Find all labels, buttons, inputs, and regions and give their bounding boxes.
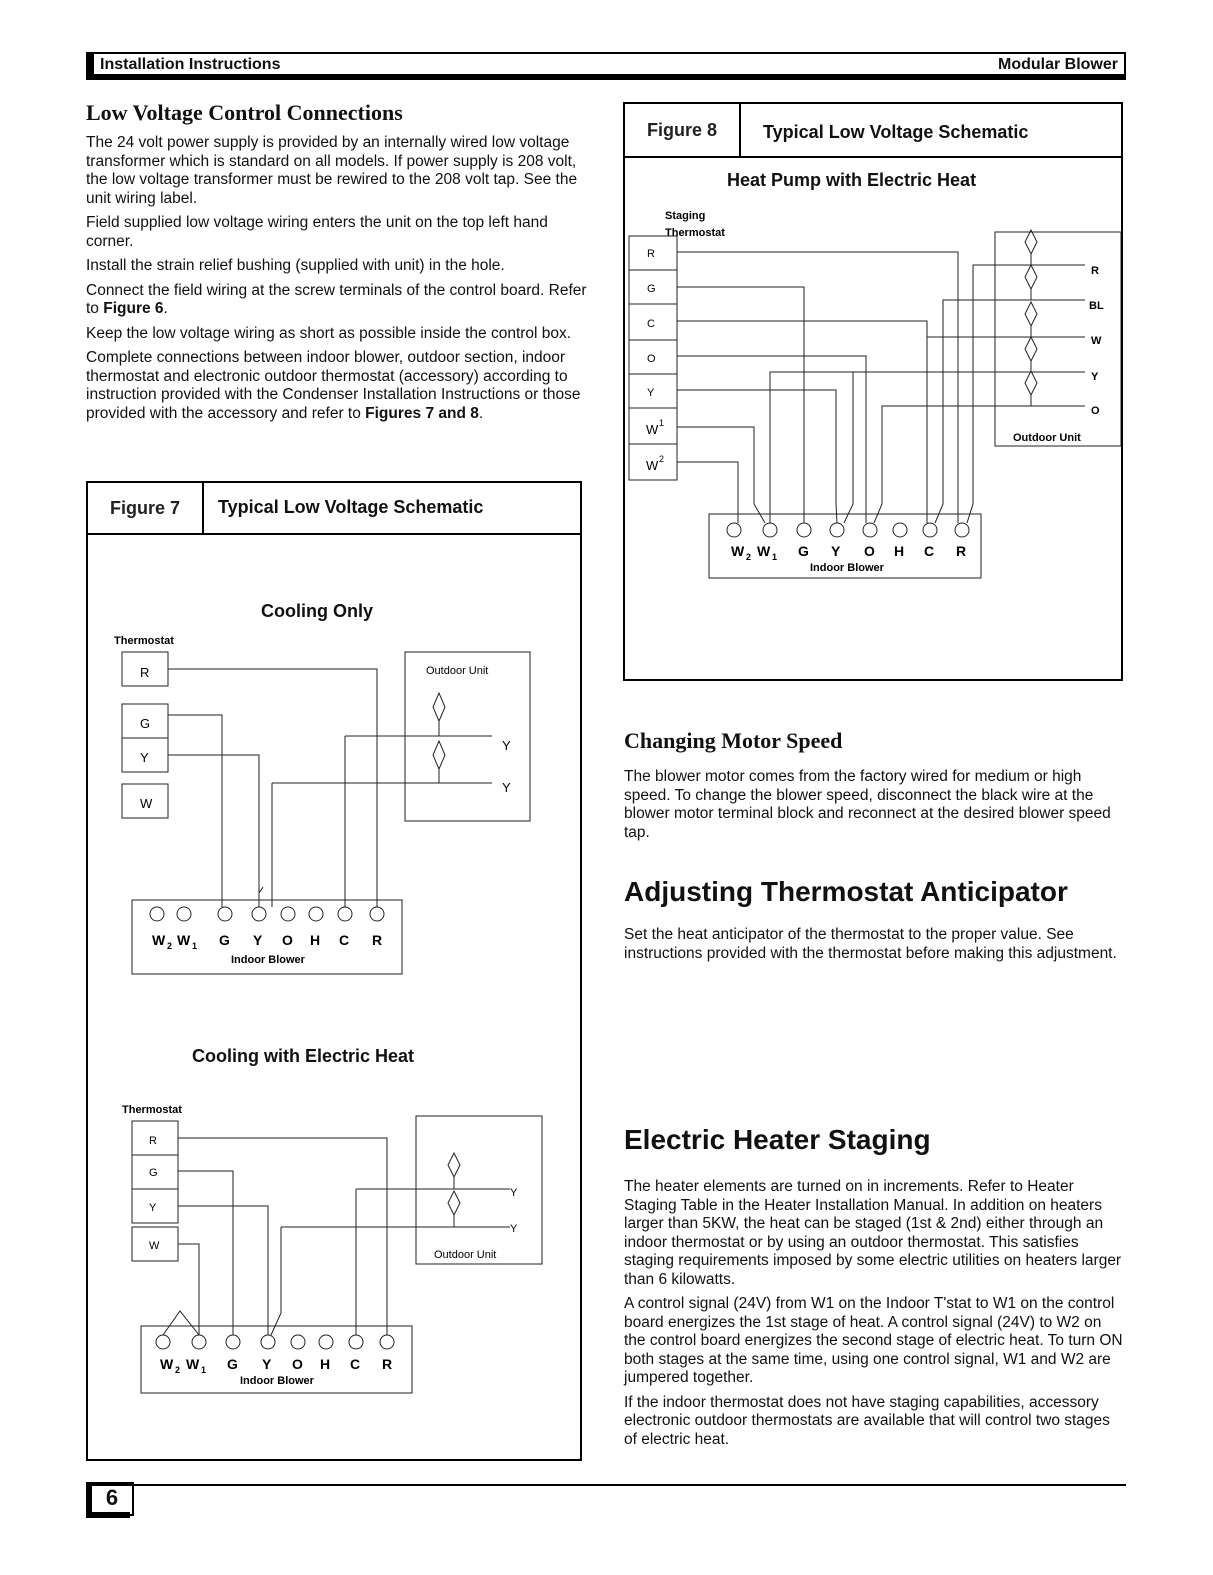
svg-text:G: G xyxy=(647,283,656,295)
f8-tstat-term-labels xyxy=(646,248,664,473)
blower-terminal-labels xyxy=(152,932,382,951)
figures-7-8-ref: Figures 7 and 8 xyxy=(365,404,479,422)
tstat-term-label: W xyxy=(140,796,153,811)
heat-pump-subtitle: Heat Pump with Electric Heat xyxy=(727,170,977,190)
svg-text:W: W xyxy=(1091,335,1102,347)
thermostat-label: Thermostat xyxy=(665,227,725,239)
svg-text:2: 2 xyxy=(746,552,752,562)
svg-text:R: R xyxy=(382,1356,393,1372)
svg-text:W: W xyxy=(160,1356,174,1372)
svg-text:O: O xyxy=(292,1356,303,1372)
anticipator-title: Adjusting Thermostat Anticipator xyxy=(624,876,1068,907)
figure-7-tab: Figure 7 xyxy=(88,483,204,533)
svg-text:R: R xyxy=(1091,265,1099,277)
svg-text:H: H xyxy=(320,1356,331,1372)
tstat-term-label: R xyxy=(140,665,150,680)
svg-text:H: H xyxy=(894,543,905,559)
outdoor-term-label: Y xyxy=(502,780,511,795)
svg-text:W: W xyxy=(646,422,659,437)
svg-text:Y: Y xyxy=(831,543,841,559)
svg-text:C: C xyxy=(924,543,935,559)
outdoor-unit-label: Outdoor Unit xyxy=(426,665,489,677)
svg-text:R: R xyxy=(372,932,383,948)
svg-text:W: W xyxy=(177,932,191,948)
figure-8-diagram xyxy=(625,104,1121,679)
svg-text:Y: Y xyxy=(1091,371,1099,383)
svg-text:1: 1 xyxy=(772,552,778,562)
svg-text:O: O xyxy=(282,932,293,948)
svg-text:1: 1 xyxy=(659,418,665,428)
page-header xyxy=(86,52,1126,76)
lv-paragraph: Install the strain relief bushing (supplied with unit) in the hole. xyxy=(86,257,505,274)
page-number-shadow xyxy=(86,1512,130,1518)
thermostat-label: Thermostat xyxy=(122,1104,182,1116)
low-voltage-section xyxy=(86,100,588,429)
thermostat-label: Thermostat xyxy=(114,635,174,647)
low-voltage-title: Low Voltage Control Connections xyxy=(86,100,403,125)
figure-6-ref: Figure 6 xyxy=(103,300,164,317)
svg-text:O: O xyxy=(864,543,875,559)
svg-text:2: 2 xyxy=(659,454,665,464)
header-rule xyxy=(86,76,1126,80)
svg-text:O: O xyxy=(1091,405,1100,417)
outdoor-unit-label: Outdoor Unit xyxy=(1013,432,1081,444)
lv-paragraph-complete: Complete connections between indoor blower, outdoor section, indoor thermostat and electronic outdoor thermostat (accessory) according to instruction provided with the Condenser Installation Instructions or those provided with the accessory and refer to Figures 7 and 8. xyxy=(86,349,581,422)
footer-rule xyxy=(86,1484,1126,1486)
svg-text:G: G xyxy=(798,543,809,559)
svg-text:2: 2 xyxy=(167,941,173,951)
figure-7-diagram xyxy=(88,483,580,1459)
cooling-electric-subtitle: Cooling with Electric Heat xyxy=(192,1046,415,1066)
tstat-term-label: G xyxy=(149,1167,158,1179)
motor-speed-text: The blower motor comes from the factory wired for medium or high speed. To change the blower speed, disconnect the black wire at the blower motor terminal block and reconnect at the desired blower speed tap. xyxy=(624,768,1111,841)
figure-8 xyxy=(623,102,1123,681)
svg-text:W: W xyxy=(731,543,745,559)
svg-text:Y: Y xyxy=(647,387,655,399)
heater-staging-title: Electric Heater Staging xyxy=(624,1124,931,1155)
tstat-term-label: W xyxy=(149,1240,160,1252)
tstat-term-label: R xyxy=(149,1135,157,1147)
figure-8-tab: Figure 8 xyxy=(625,104,741,156)
figure-7-title: Typical Low Voltage Schematic xyxy=(218,497,484,517)
anticipator-section xyxy=(624,876,1126,969)
svg-text:G: G xyxy=(219,932,230,948)
svg-text:W: W xyxy=(757,543,771,559)
lv-paragraph: The 24 volt power supply is provided by an internally wired low voltage transformer which is standard on all models. If power supply is 208 volt, the low voltage transformer must be rewired to the 208 volt tap. See the unit wiring label. xyxy=(86,134,578,207)
motor-speed-title: Changing Motor Speed xyxy=(624,728,843,753)
lv-paragraph-connect: Connect the field wiring at the screw terminals of the control board. Refer to Figure 6. xyxy=(86,281,587,317)
svg-text:H: H xyxy=(310,932,321,948)
svg-text:W: W xyxy=(152,932,166,948)
svg-text:2: 2 xyxy=(175,1365,181,1375)
header-left: Installation Instructions xyxy=(100,56,281,73)
lv-paragraph: Field supplied low voltage wiring enters the unit on the top left hand corner. xyxy=(86,214,548,250)
svg-text:Y: Y xyxy=(262,1356,272,1372)
f8-outdoor-term-labels xyxy=(1089,265,1104,417)
outdoor-unit-label: Outdoor Unit xyxy=(434,1249,497,1261)
tstat-term-label: Y xyxy=(149,1202,157,1214)
blower-terminal-labels xyxy=(731,543,966,562)
svg-text:G: G xyxy=(227,1356,238,1372)
indoor-blower-label: Indoor Blower xyxy=(810,562,884,574)
outdoor-term-label: Y xyxy=(502,738,511,753)
staging-label: Staging xyxy=(665,210,706,222)
outdoor-term-label: Y xyxy=(510,1187,518,1199)
svg-text:R: R xyxy=(956,543,967,559)
motor-speed-section xyxy=(624,728,1126,848)
svg-text:BL: BL xyxy=(1089,300,1104,312)
cooling-only-subtitle: Cooling Only xyxy=(261,601,373,621)
lv-paragraph: Keep the low voltage wiring as short as possible inside the control box. xyxy=(86,324,572,342)
outdoor-term-label: Y xyxy=(510,1223,518,1235)
svg-text:C: C xyxy=(339,932,350,948)
svg-text:1: 1 xyxy=(192,941,198,951)
tstat-term-label: Y xyxy=(140,750,149,765)
svg-text:C: C xyxy=(350,1356,361,1372)
page-number: 6 xyxy=(86,1482,134,1516)
svg-text:C: C xyxy=(647,318,655,330)
heater-staging-paragraph: The heater elements are turned on in increments. Refer to Heater Staging Table in the Heater Installation Manual. In addition on heaters larger than 5KW, the heat can be staged (1st & 2nd) either through an indoor thermostat or by using an outdoor thermostat. This satisfies staging requirements imposed by some electric utilities on heaters larger than 6 kilowatts. xyxy=(624,1178,1122,1288)
indoor-blower-label: Indoor Blower xyxy=(240,1375,314,1387)
anticipator-text: Set the heat anticipator of the thermostat to the proper value. See instructions provided with the thermostat before making this adjustment. xyxy=(624,926,1117,962)
svg-text:Y: Y xyxy=(253,932,263,948)
svg-text:1: 1 xyxy=(201,1365,207,1375)
svg-text:W: W xyxy=(186,1356,200,1372)
svg-text:W: W xyxy=(646,458,659,473)
indoor-blower-label: Indoor Blower xyxy=(231,954,305,966)
tstat-term-label: G xyxy=(140,716,151,731)
heater-staging-paragraph: A control signal (24V) from W1 on the Indoor T'stat to W1 on the control board energizes the 1st stage of heat. A control signal (24V) to W2 on the control board energizes the second stage of electric heat. To turn ON both stages at the same time, using one control signal, W1 and W2 are jumpered together. xyxy=(624,1295,1123,1386)
heater-staging-section xyxy=(624,1124,1126,1455)
svg-text:O: O xyxy=(647,353,656,365)
svg-text:R: R xyxy=(647,248,655,260)
figure-7 xyxy=(86,481,582,1461)
header-right: Modular Blower xyxy=(997,56,1118,73)
blower-terminal-labels xyxy=(160,1356,392,1375)
heater-staging-paragraph: If the indoor thermostat does not have staging capabilities, accessory electronic outdoor thermostats are available that will control two stages of electric heat. xyxy=(624,1393,1110,1448)
figure-8-title: Typical Low Voltage Schematic xyxy=(763,122,1029,142)
